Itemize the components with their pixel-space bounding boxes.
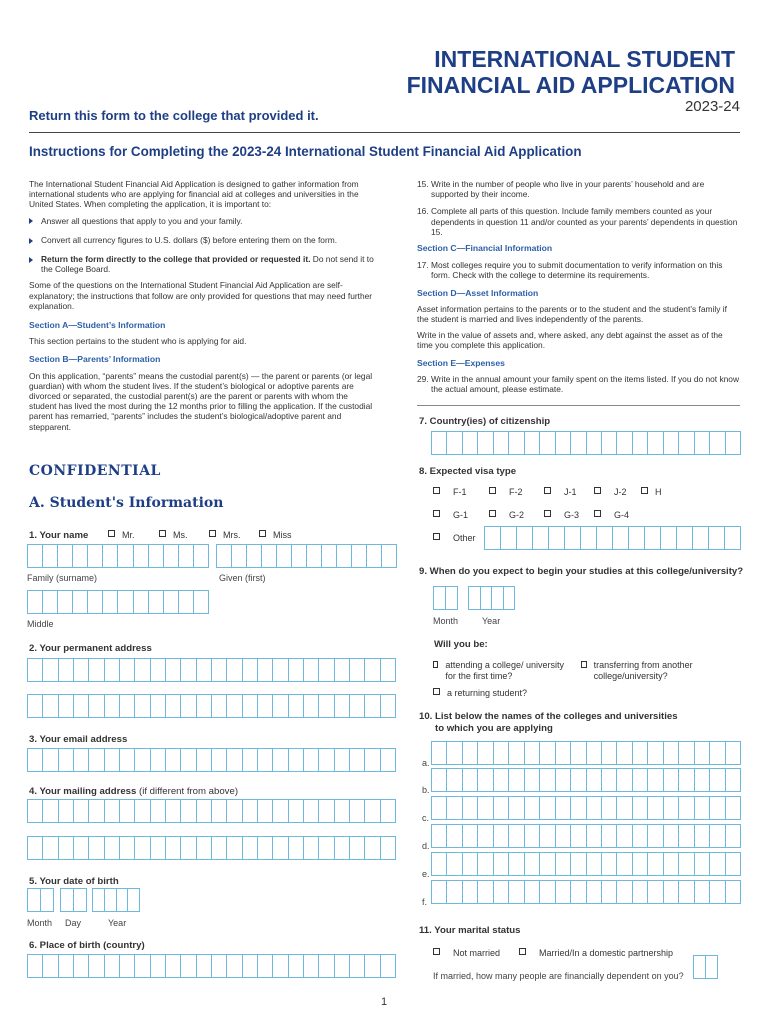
college-b-field[interactable] — [431, 768, 740, 792]
title-mr-option[interactable]: Mr. — [108, 530, 135, 540]
college-c-field[interactable] — [431, 796, 740, 820]
section-b-heading: Section B—Parents’ Information — [29, 354, 161, 365]
email-field[interactable] — [27, 748, 395, 772]
family-name-label: Family (surname) — [27, 573, 98, 583]
q11-label: 11. Your marital status — [419, 925, 521, 936]
right-divider — [417, 405, 740, 406]
visa-g4-option[interactable]: G-4 — [594, 510, 629, 520]
section-a-heading: Section A—Student’s Information — [29, 320, 166, 331]
section-a-text: This section pertains to the student who is applying for aid. — [29, 336, 247, 347]
visa-f2-checkbox[interactable] — [489, 487, 496, 494]
dependents-count-field[interactable] — [693, 955, 717, 979]
instructions-title: Instructions for Completing the 2023-24 International Student Financial Aid Application — [29, 144, 582, 159]
permanent-address-line1[interactable] — [27, 658, 395, 682]
start-month-label: Month — [433, 616, 459, 626]
start-year-label: Year — [482, 616, 501, 626]
section-c-heading: Section C—Financial Information — [417, 243, 553, 254]
visa-g2-option[interactable]: G-2 — [489, 510, 524, 520]
college-f-label: f. — [422, 897, 428, 907]
q9-label: 9. When do you expect to begin your studies at this college/university? — [419, 566, 744, 577]
dob-month-field[interactable] — [27, 888, 53, 912]
instruction-bullet-1: Answer all questions that apply to you and your family. — [29, 216, 374, 226]
place-of-birth-field[interactable] — [27, 954, 395, 978]
given-name-field[interactable] — [216, 544, 396, 568]
bullet-arrow-icon — [29, 218, 33, 224]
dob-year-field[interactable] — [92, 888, 139, 912]
not-married-checkbox[interactable] — [433, 948, 440, 955]
college-d-field[interactable] — [431, 824, 740, 848]
instruction-29: 29. Write in the annual amount your family spent on the items listed. If you do not know the actual amount, please estimate. — [417, 373, 739, 395]
ms-checkbox[interactable] — [159, 530, 166, 537]
visa-f2-option[interactable]: F-2 — [489, 487, 523, 497]
visa-j1-option[interactable]: J-1 — [544, 487, 577, 497]
college-a-field[interactable] — [431, 741, 740, 765]
first-time-checkbox[interactable] — [433, 661, 438, 668]
q7-label: 7. Country(ies) of citizenship — [419, 416, 551, 427]
visa-g3-checkbox[interactable] — [544, 510, 551, 517]
visa-other-checkbox[interactable] — [433, 533, 440, 540]
visa-g2-checkbox[interactable] — [489, 510, 496, 517]
given-name-label: Given (first) — [219, 573, 266, 583]
transfer-checkbox[interactable] — [581, 661, 587, 668]
married-option[interactable]: Married/In a domestic partnership — [519, 948, 673, 958]
q2-label: 2. Your permanent address — [29, 643, 152, 654]
start-year-field[interactable] — [468, 586, 514, 610]
return-note: Return this form to the college that provided it. — [29, 108, 319, 123]
title-mrs-option[interactable]: Mrs. — [209, 530, 241, 540]
section-d-text-2: Write in the value of assets and, where asked, any debt against the asset as of the time you complete this application. — [417, 330, 723, 351]
instructions-left — [29, 179, 374, 432]
visa-j2-option[interactable]: J-2 — [594, 487, 627, 497]
first-time-option[interactable]: attending a college/ university for the first time? — [433, 660, 573, 682]
instruction-bullet-2: Convert all currency figures to U.S. dollars ($) before entering them on the form. — [29, 235, 374, 245]
bullet-arrow-icon — [29, 257, 33, 263]
college-a-label: a. — [422, 758, 430, 768]
q10-label: 10. List below the names of the colleges and universities to which you are applying — [419, 711, 678, 734]
q4-label: 4. Your mailing address (if different from above) — [29, 786, 239, 797]
form-year: 2023-24 — [684, 98, 740, 115]
visa-j1-checkbox[interactable] — [544, 487, 551, 494]
miss-checkbox[interactable] — [259, 530, 266, 537]
returning-option[interactable]: a returning student? — [433, 688, 527, 698]
instruction-16: 16. Complete all parts of this question. Include family members counted as your dependents in question 11 and/or counted as your parents’ dependents in question 15. — [417, 206, 738, 237]
college-b-label: b. — [422, 785, 430, 795]
visa-g1-option[interactable]: G-1 — [433, 510, 468, 520]
visa-f1-option[interactable]: F-1 — [433, 487, 467, 497]
college-e-field[interactable] — [431, 852, 740, 876]
instruction-15: 15. Write in the number of people who live in your parents’ household and are supported by their income. — [417, 179, 705, 200]
title-ms-option[interactable]: Ms. — [159, 530, 188, 540]
transfer-option[interactable]: transferring from another college/university? — [581, 660, 721, 682]
instruction-17: 17. Most colleges require you to submit documentation to verify information on this form. Check with the college to determine its requirements. — [417, 260, 723, 281]
visa-h-option[interactable]: H — [641, 487, 662, 497]
form-title-line2: FINANCIAL AID APPLICATION — [406, 72, 735, 98]
visa-g4-checkbox[interactable] — [594, 510, 601, 517]
bullet-arrow-icon — [29, 238, 33, 244]
not-married-option[interactable]: Not married — [433, 948, 500, 958]
section-d-heading: Section D—Asset Information — [417, 287, 539, 298]
q1-label: 1. Your name — [29, 530, 89, 541]
q3-label: 3. Your email address — [29, 734, 128, 745]
married-checkbox[interactable] — [519, 948, 526, 955]
family-name-field[interactable] — [27, 544, 208, 568]
visa-other-option[interactable]: Other — [433, 533, 476, 543]
mr-checkbox[interactable] — [108, 530, 115, 537]
permanent-address-line2[interactable] — [27, 694, 395, 718]
section-e-heading: Section E—Expenses — [417, 357, 505, 368]
college-d-label: d. — [422, 841, 430, 851]
visa-other-field[interactable] — [484, 526, 740, 550]
instruction-bullet-3: Return the form directly to the college that provided or requested it. Do not send it to the College Board. — [29, 254, 374, 274]
header-rule — [29, 132, 740, 133]
form-title — [315, 46, 735, 98]
title-miss-option[interactable]: Miss — [259, 530, 292, 540]
mrs-checkbox[interactable] — [209, 530, 216, 537]
visa-g3-option[interactable]: G-3 — [544, 510, 579, 520]
visa-j2-checkbox[interactable] — [594, 487, 601, 494]
college-c-label: c. — [422, 813, 430, 823]
visa-f1-checkbox[interactable] — [433, 487, 440, 494]
mailing-address-line2[interactable] — [27, 836, 395, 860]
visa-g1-checkbox[interactable] — [433, 510, 440, 517]
college-f-field[interactable] — [431, 880, 740, 904]
instructions-para2: Some of the questions on the International Student Financial Aid Application are self-explanatory; the instructions that follow are only provided for questions that may need further explanation. — [29, 280, 373, 311]
college-e-label: e. — [422, 869, 430, 879]
dob-day-label: Day — [65, 918, 82, 928]
mailing-address-line1[interactable] — [27, 799, 395, 823]
form-title-line1: INTERNATIONAL STUDENT — [434, 46, 735, 72]
start-month-field[interactable] — [433, 586, 457, 610]
instructions-right — [417, 179, 739, 394]
instructions-intro: The International Student Financial Aid Application is designed to gather information from international students who are applying for financial aid at colleges and universities in the United States. When completing the application, it is important to: — [29, 179, 359, 210]
dob-month-label: Month — [27, 918, 53, 928]
section-d-text-1: Asset information pertains to the parents or to the student and the student’s family if the student is married and lives independently of the parents. — [417, 303, 727, 325]
dob-day-field[interactable] — [60, 888, 86, 912]
page-number: 1 — [381, 996, 388, 1008]
section-b-text: On this application, “parents” means the custodial parent(s) — the parent or parents (or legal guardian) with whom the student lives. If the student’s biological or adoptive parents are divorced or separated, the custodial parent(s) are the parent or parents with whom the student has lived the most during the 12 months prior to filling the application. If the custodial parent has remarried, “parents” includes the student’s biological/adoptive parent and stepparent. — [29, 370, 373, 432]
middle-name-field[interactable] — [27, 590, 208, 614]
q8-label: 8. Expected visa type — [419, 466, 517, 477]
citizenship-field[interactable] — [431, 431, 740, 455]
q5-label: 5. Your date of birth — [29, 876, 119, 887]
returning-checkbox[interactable] — [433, 688, 440, 695]
section-a-title: A. Student's Information — [29, 495, 224, 511]
dob-year-label: Year — [108, 918, 127, 928]
dependents-question: If married, how many people are financially dependent on you? — [433, 971, 684, 981]
q6-label: 6. Place of birth (country) — [29, 940, 145, 951]
visa-h-checkbox[interactable] — [641, 487, 648, 494]
will-you-be-label: Will you be: — [434, 639, 488, 650]
middle-name-label: Middle — [27, 619, 54, 629]
confidential-label: CONFIDENTIAL — [29, 463, 161, 479]
